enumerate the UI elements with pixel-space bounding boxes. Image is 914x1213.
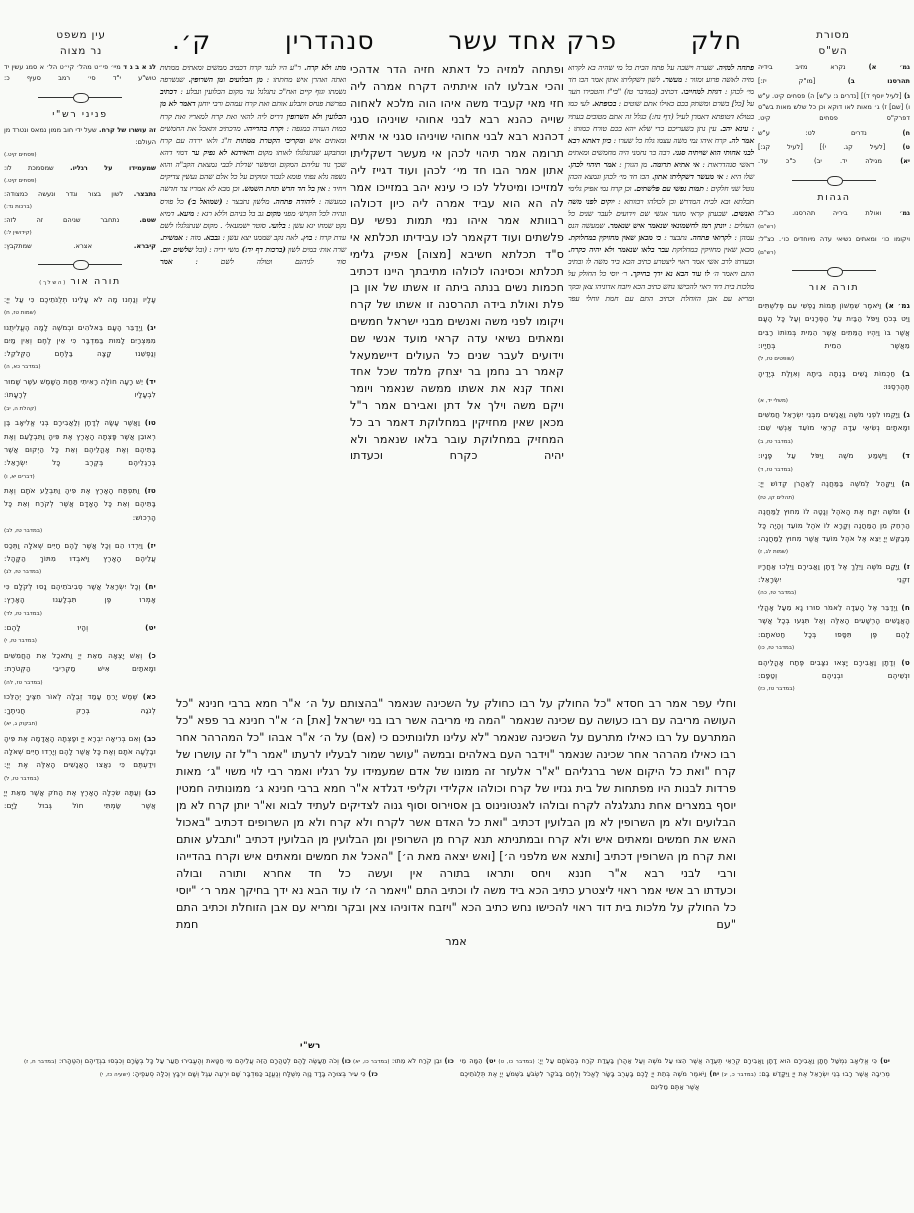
margin-note bbox=[758, 408, 910, 435]
tosafot-gloss: מזה : bbox=[182, 232, 201, 242]
tosafot-lemma: וקרח בהדייהו. bbox=[240, 123, 284, 133]
margin-note-text: וַיְדַבֵּר הָעָם בֵּאלֹהִים וּבְמֹשֶׁה לָמָה הֶעֱלִיתֻנוּ מִמִּצְרַיִם לָמוּת בַּמִּדְבָּר כִּי אֵין לֶחֶם וְאֵין מַיִם וְנַפְשֵׁנוּ קָצָה בַּלֶּחֶם הַקְּלֹקֵל: bbox=[4, 322, 156, 359]
rashi-lemma: תמות נפשי עם פלשתים. bbox=[631, 184, 704, 194]
tosafot-gloss: מלשון נתבצר : bbox=[222, 196, 270, 206]
footnote-marker: כז) bbox=[365, 1069, 379, 1078]
masoret-hashas-heading-line2: הש"ס bbox=[818, 44, 848, 57]
margin-note-ref: (פסחים קיט.) bbox=[4, 152, 37, 159]
torah-or-continued-title: תורה אור (השלך) bbox=[39, 275, 121, 287]
margin-note-ref: (קידושין ל:) bbox=[4, 229, 32, 236]
margin-note-key: לג א ב ג ד bbox=[120, 63, 157, 71]
margin-note-key: יט) bbox=[88, 623, 156, 633]
margin-note-ref: (במדבר טז, ד) bbox=[758, 466, 793, 473]
margin-note-key: ז) bbox=[899, 561, 910, 571]
rashi-gloss: הבו חד מי׳ לכהן ונמצא הכהן נוטל שני חלקים : bbox=[568, 172, 754, 194]
margin-note-key: כ) bbox=[142, 651, 156, 661]
tractate-name: סנהדרין bbox=[284, 26, 375, 55]
tosafot-lemma: אמר bbox=[160, 257, 173, 267]
hagahot-habach-title: הגהות bbox=[817, 191, 851, 203]
margin-note-key: נתבצר. bbox=[123, 189, 157, 198]
margin-note bbox=[4, 62, 156, 85]
margin-note-key: גמ׳ bbox=[881, 209, 910, 218]
masoret-hashas-heading bbox=[758, 28, 908, 60]
margin-note-text: וְכָל יִשְׂרָאֵל אֲשֶׁר סְבִיבֹתֵיהֶם נָסוּ לְקֹלָם כִּי אָמְרוּ פֶּן תִּבְלָעֵנוּ הָאָרֶץ: bbox=[4, 581, 156, 605]
margin-note bbox=[758, 477, 910, 490]
rashi-gloss: שערה וישבה על פתח הבית כל מי שהיה בא לקרוא מזיה לאשה פרוע ומזור : bbox=[568, 63, 754, 85]
margin-note bbox=[758, 560, 910, 587]
margin-note-text: [לעיל קג. י)] [לעיל קג:] bbox=[758, 142, 886, 151]
margin-note-text: יֵשׁ רָעָה חוֹלָה רָאִיתִי תַּחַת הַשָּׁמֶשׁ עֹשֶׁר שָׁמוּר לִבְעָלָיו לְרָעָתוֹ: bbox=[4, 377, 156, 400]
rashi-lemma: יונתן רמז לחשמונאי שנאמר איש שנאמר. bbox=[604, 220, 727, 230]
margin-note-text: אצרא. שמתקבץ: bbox=[4, 241, 92, 250]
right-margin-column bbox=[758, 62, 910, 697]
margin-note-ref: (במדבר כא, ה) bbox=[4, 364, 41, 371]
margin-note-text: וְאִם בְּרִיאָה יִבְרָא יְיָ וּפָצְתָה הָאֲדָמָה אֶת פִּיהָ וּבָלְעָה אֹתָם וְאֶת כָּל אֲשֶׁר לָהֶם וְיָרְדוּ חַיִּים שְׁאֹלָה וִידַעְתֶּם כִּי נִאֲצוּ הָאֲנָשִׁים הָאֵלֶּה אֶת יְיָ: bbox=[4, 733, 156, 770]
section-divider bbox=[792, 265, 876, 275]
margin-note bbox=[758, 76, 910, 87]
margin-note-key: גמ׳ א) bbox=[845, 63, 910, 71]
tosafot-gloss: וכן מבא לא אמריו צד חדשה כמעשה : bbox=[160, 184, 347, 206]
margin-note-text: [לעיל יוסף ד)] [נדרים נ: ע"ש] ה) פסחים קיט. ע"ש ו) [שם] ז) ג׳ מאות לאו דוקא וכן כל שלש מאות בש"ס דפרק"ס פסחים קיט. bbox=[758, 91, 910, 123]
gemara-paragraph-wide: וחלי עפר אמר רב חסדא "כל החולק על רבו כחולק על השכינה שנאמר "בהצותם על ה׳ א"ר חמא ברבי חנינא "כל העושה מריבה עם רבו כעושה עם שכינה שנאמר "המה מי מריבה אשר רבו בני ישראל [את] ה׳ א"ר חנינא בר פפא "כל המתרעם על רבו כאילו מתרעם על השכינה שנאמר "לא עלינו תלונותיכם כי (אם) על ה׳ א"ר אבהו "כל המהרהר אחר רבו כאילו מהרהר אחר שכינה שנאמר "וידבר העם באלהים ובמשה "עושר שמור לבעליו לרעתו "אמר ר"ל זה עושרו של קרח "ואת כל היקום אשר ברגליהם "א"ר אלעזר זה ממונו של אדם שמעמידו על רגליו ואמר רבי לוי משוי "ג׳ מאות פרדות לבנות היו מפתחות של בית גנזיו של קרח וכולהו אקלידי וקליפי דגלדא א"ר חמא ברבי חנינא ג׳ ממונותיה חמטין יוסף במצרים אחת נתגלגלה לקרח ובולהו לאנטונינוס בן אסוירוס וסוף גנוה לצדיקים לעתיד לבוא וא"ר יותן קרח לא מן הבלועים ולא מן השרופין לא מן הבלועין דכתיב "ואת כל האדם אשר לקרח ולא קרח ולא מן השרופים דכתיב "באכול האש את חמשים ומאתים איש ולא קרח ובמתניתא תנא קרח מן השרופין ומן הבלועין מן הבלועין דכתיב "ותבלע אותם ואת קרח מן השרופין דכתיב [ותצא אש מלפני ה׳] [ואש יצאה מאת ה׳] "האכל את חמשים ומאתים איש וקרח בהדייהו ורבי לבני רבא א"ר חננא ויחס ותראו בתורה אין ועשה כל חד אחרא ותורה ובולה bbox=[176, 697, 736, 881]
ein-mishpat-heading-line2: נר מצוה bbox=[59, 44, 103, 57]
tosafot-gloss: דריס ליה להאי ואת קרח למאריו ואת קרח כמות העדה במגפה : bbox=[160, 111, 346, 133]
footer-left-notes bbox=[24, 1055, 454, 1081]
margin-note bbox=[4, 690, 156, 717]
margin-note-text: וְדָתָן וַאֲבִירָם יָצְאוּ נִצָּבִים פֶּתַח אָהֳלֵיהֶם וּנְשֵׁיהֶם וּבְנֵיהֶם וְטַפָּם: bbox=[758, 657, 910, 680]
margin-note-key: כג) bbox=[140, 788, 156, 798]
margin-note-key: גמ׳ א) bbox=[881, 301, 911, 311]
margin-note-key: יז) bbox=[143, 540, 156, 550]
rashi-gloss: וכעדתו לרב אשי אמר ראוי ליצטרע כתיב הכא ביד משה לו ובתיב התם ויאמר ה׳ bbox=[568, 257, 754, 279]
tosafot-gloss: משי ידיה : (ובל bbox=[193, 245, 239, 255]
footnote-ref: (ישעיה כז, י) bbox=[99, 1071, 131, 1078]
rashi-lemma: לקרואי פתחה. bbox=[686, 232, 732, 242]
footnote-ref: (במדבר כ, יג) bbox=[719, 1071, 757, 1078]
margin-note bbox=[4, 649, 156, 676]
tosafot-gloss: ר"ע היו לנגד קרח דכמיב ממשים ומאתים ממתות ואתה ואהרן איש מחתתו : bbox=[160, 63, 346, 85]
margin-note-key: יח) bbox=[140, 581, 156, 591]
margin-note-key: ו) bbox=[900, 507, 911, 517]
margin-note bbox=[4, 539, 156, 566]
margin-note bbox=[758, 656, 910, 683]
rashi-footnote-label: רש"י bbox=[300, 1041, 321, 1051]
margin-note bbox=[4, 215, 156, 226]
tosafot-gloss: גב בל בניהם וללא רגא : bbox=[194, 208, 264, 218]
rashi-gloss: שבעתן קראי מועד אנשי שם וידועים לעבר שנים כל העולים : bbox=[568, 208, 755, 230]
margin-note bbox=[758, 234, 910, 245]
margin-note-ref: (דברים יא, ו) bbox=[4, 473, 35, 480]
rashi-gloss: ר׳ יוסי כל החולק על מלכות בית דוד ראוי להכישו נחש כתיב הכא ויזבח אדוניהו צאן ובקר ומריא עם אבן הזוחלת וכתיב התם עם חמת זוחלי עפר bbox=[568, 269, 754, 303]
margin-note-ref: (במדבר טז, לב) bbox=[4, 528, 43, 535]
margin-note-text: וּמֹשֶׁה יִקַּח אֶת הָאֹהֶל וְנָטָה לוֹ מִחוּץ לַמַּחֲנֶה הַרְחֵק מִן הַמַּחֲנֶה וְקָרָא לוֹ אֹהֶל מוֹעֵד וְהָיָה כָּל מְבַקֵּשׁ יְיָ יֵצֵא אֶל אֹהֶל מוֹעֵד אֲשֶׁר מִחוּץ לַמַּחֲנֶה: bbox=[758, 507, 910, 543]
margin-note-ref: (במדבר טז, כה) bbox=[758, 590, 797, 597]
margin-note-text: עָלָיו וְנַחְנוּ מָה לֹא עָלֵינוּ תְלֻנֹּתֵיכֶם כִּי עַל יְיָ׃ bbox=[4, 294, 156, 304]
margin-note bbox=[758, 156, 910, 167]
rashi-gloss: דאמרן לעיל (דף נח:) כגלל זה אתם מטובים בעתיו : bbox=[568, 111, 754, 133]
footnote-marker: כו) bbox=[339, 1057, 352, 1065]
margin-note-ref: (במדבר טז, ב) bbox=[758, 438, 793, 445]
margin-note-ref: (חבקוק ג, יא) bbox=[4, 720, 38, 727]
margin-note-text: נדרים לט: ע"ש bbox=[758, 128, 867, 137]
margin-note-key: תהרסנו ב) bbox=[815, 77, 910, 86]
tosafot-lemma: גבבא. bbox=[200, 232, 220, 242]
rashi-lemma: אי מעשר דשקליתו אתון. bbox=[649, 172, 724, 182]
torah-or-footnotes-right-text bbox=[460, 1055, 890, 1094]
section-divider bbox=[38, 259, 122, 269]
margin-note-ref: (שמות לג, ז) bbox=[758, 549, 789, 556]
margin-note bbox=[4, 786, 156, 813]
margin-note-key: יא) bbox=[881, 157, 910, 166]
gemara-paragraph: ויקומו לפני משה ואנשים מבני ישראל חמשים ומאתים נשיאי עדה קראי מועד אנשי שם וידועים לעבר שנים כל העולים דיישמעאל קאמר רב נחמן בר יצחק מלמד שכל אחד ואחד קנא את אשתו ממשה שנאמר ויומר ויקם משה וילך אל דתן ואבירם אמר ר"ל מכאן שאין מחזיקין במחלוקת דאמר רב כל המחזיק במחלוקת עובר בלאו שנאמר ולא יהיה כקרח וכעדתו bbox=[350, 314, 564, 463]
chapter-number: פרק אחד עשר bbox=[448, 26, 617, 55]
rashi-lemma: עבר בלאו שנאמר ולא יהיה כקרח. bbox=[568, 245, 669, 255]
margin-note-text: נקרא מזיב בידיה bbox=[758, 63, 846, 71]
margin-note-ref: (במדבר טז, לד) bbox=[4, 610, 42, 617]
margin-note bbox=[4, 580, 156, 607]
rashi-lemma: פתחה למזיה. bbox=[713, 63, 754, 72]
margin-note bbox=[4, 163, 156, 174]
margin-note bbox=[4, 125, 156, 148]
ein-mishpat-heading-line1: עין משפט bbox=[56, 29, 106, 41]
footnote-marker: יט) bbox=[482, 1057, 496, 1065]
tosafot-lemma: מן הבלועים ומן השרופין. bbox=[184, 75, 263, 85]
ein-mishpat-heading bbox=[6, 28, 156, 60]
rashi-lemma: דגיזת למחייבו. bbox=[677, 87, 722, 97]
margin-note-key: טז) bbox=[139, 486, 156, 496]
gemara-final-word: אמר bbox=[445, 935, 467, 949]
margin-note-ref: (ברכות נד:) bbox=[4, 203, 32, 210]
margin-note-key: שטם. bbox=[119, 215, 156, 224]
margin-note-key: ג) bbox=[900, 410, 910, 420]
tosafot-gloss: כל פורס ונהיה לכל הקדש׳ מפני bbox=[160, 196, 346, 218]
rashi-gloss: רבה בר נחמני היה מחמשים ומאתים ראשי סנהדראות : bbox=[568, 147, 755, 170]
footer-right-notes bbox=[460, 1055, 890, 1094]
margin-note-ref: (שופטים טז, ל) bbox=[758, 356, 795, 363]
margin-note-text: שֶׁמֶשׁ יָרֵחַ עָמַד זְבֻלָה לְאוֹר חִצֶּיךָ יְהַלֵּכוּ לְנֹגַהּ בְּרַק חֲנִיתֶךָ: bbox=[4, 692, 156, 715]
tosafot-lemma: ומקריבי הקטרת ממתות bbox=[231, 135, 306, 145]
rashi-lemma: אמר תיהוי לכהן. bbox=[568, 160, 617, 170]
margin-note bbox=[758, 208, 910, 219]
margin-note bbox=[4, 321, 156, 361]
tosafot-lemma: ליהודה פתחה. bbox=[269, 196, 316, 206]
tosafot-lemma: שלשים יום. bbox=[160, 245, 194, 255]
rashi-gloss: שלו היא : bbox=[723, 172, 754, 182]
gemara-paragraph: דכהנא רבא לבני אחוהי שויניהו סגני אי אתיא תרומה אמר תיהוי לכהן אי מעשר דשקליתו אתון אמר הבו חד מי׳ לכהן ועוד דגייז ליה למזייכו ומיטלל לכו כי עינא יהב במזייכו אמר לה הא הוא עביד אמרה ליה כיון דכולהו רבוותא אמר איהו נמי תמות נפשי עם פלשתים ועוד דקאמר לכו עבידיתו תכלתא אי ס"ד תכלתא חשיבא [מצוה] אפיק גלימי תכלתא וכסינהו לכולהו מתיבתך היינו דכתיב חכמות נשים בנתה ביתה זו אשתו של און בן פלת ואולת בידה תהרסנה זו אשתו של קרח bbox=[350, 130, 564, 312]
margin-note bbox=[758, 449, 910, 462]
pninei-rashi-title: פניני רש"י bbox=[52, 108, 108, 120]
margin-note-text: חַכְמוֹת נָשִׁים בָּנְתָה בֵיתָהּ וְאִוֶּלֶת בְּיָדֶיהָ תֶהֶרְסֶנּוּ: bbox=[758, 368, 910, 392]
gemara-paragraph: ופתחה למזיה כל דאתא חזיה הדר אדהכי והכי אבלעו להו איתתיה דקרח אמרה ליה חזי מאי קעביד משה איהו הוה מלכא לאחוה שוייה כהנא רבא לבני אחוהי שויניהו סגני bbox=[350, 63, 564, 127]
margin-note bbox=[758, 91, 910, 125]
rashi-gloss: מכאן שאין מחזיקין במחלוקת bbox=[668, 245, 754, 255]
rashi-gloss: שמעשה הנס עמהן : bbox=[568, 220, 754, 242]
margin-note bbox=[758, 62, 910, 73]
margin-note-text: וַיֹּאמֶר שִׁמְשׁוֹן תָּמוֹת נַפְשִׁי עִם פְּלִשְׁתִּים וַיֵּט בְּכֹחַ וַיִּפֹּל הַבַּיִת עַל הַסְּרָנִים וְעַל כָּל הָעָם אֲשֶׁר בּוֹ וַיִּהְיוּ הַמֵּתִים אֲשֶׁר הֵמִית בְּמוֹתוֹ רַבִּים מֵאֲשֶׁר הֵמִית בְּחַיָּיו: bbox=[758, 301, 910, 350]
margin-note bbox=[4, 293, 156, 306]
rashi-lemma: כי מכאן שאין מחזיקין במחלוקת. bbox=[568, 232, 662, 242]
margin-note-text: ויקומו כו׳ ומאתים נשיאי עדה מיוחדים כו׳. כצ"ל: bbox=[758, 235, 910, 244]
left-margin-column bbox=[4, 62, 156, 816]
tosafot-gloss: שנשרפה נשמתו וגוף קיים ואח"כ נתגלגל עד מקום הבלועין ונבלע : bbox=[160, 75, 346, 97]
margin-note-key: זה עושרו של קרח. bbox=[96, 126, 156, 135]
rashi-lemma: יוקים לפני משה ואנשים. bbox=[568, 196, 754, 218]
margin-note-ref: (במדבר טז, כז) bbox=[758, 686, 795, 693]
margin-note bbox=[4, 732, 156, 772]
tosafot-gloss: דמיא נקט שמחו יגא עשן : bbox=[160, 208, 346, 230]
margin-note-text: [מו"ק יז:] bbox=[758, 77, 816, 86]
tosafot-gloss: דמוי דהא שכך גוד עליהם המקום ומיפשר שדלת לבבי נמצאת הקב"ה והוא נשפה גלא נפתי פומא לנכוד ומוקים על כל אלם שהם נעשין צדיקים ויחיד : bbox=[160, 147, 346, 194]
margin-note-text: שמסמכת לו: bbox=[4, 163, 54, 172]
margin-note-key: ט) bbox=[885, 142, 910, 151]
margin-note-key: ד) bbox=[887, 451, 910, 461]
rashi-gloss: דכתיב (במדבר טז) "בי"ז והטבירו תער על [כל] בשרם ומשתק בכם כאילו אתם שוטים : bbox=[568, 87, 755, 109]
tosafot-gloss: שרה אות׳ במים לשון bbox=[285, 245, 347, 255]
margin-note-ref: (במדבר טז, לה) bbox=[4, 679, 43, 686]
margin-note-text: מיי׳ פי״ט מהל׳ קי״ט הל׳ א סמג עשין יד טוש"ע י"ד סי׳ רמב סעיף כ: bbox=[4, 63, 156, 83]
margin-note-key: ה) bbox=[894, 479, 911, 489]
margin-note-text: נתחבר שניהם זה לזה: bbox=[4, 215, 120, 224]
margin-note-key: קיברא. bbox=[92, 241, 156, 250]
tosafot-gloss: בפרשת פנחס ותבלע אותם ואת קרח עמהם ורבי יוחנן bbox=[195, 99, 346, 109]
margin-note-key: שמעמידו על רגליו. bbox=[53, 163, 156, 172]
rashi-column bbox=[568, 62, 754, 305]
footnote-ref: (במדבר כו, יא) bbox=[351, 1059, 390, 1065]
margin-note-key: יג) bbox=[142, 322, 156, 332]
tosafot-lemma: בלועי. bbox=[265, 220, 286, 230]
margin-note bbox=[4, 241, 156, 252]
torah-or-continued-title-suffix: (השלך) bbox=[39, 279, 71, 286]
margin-note-key: ט) bbox=[895, 657, 910, 667]
margin-note-ref: (רש"ם) bbox=[758, 223, 776, 230]
margin-note-key: כב) bbox=[140, 733, 156, 743]
section-divider bbox=[792, 175, 876, 185]
margin-note-text: וַיָּקֻמוּ לִפְנֵי מֹשֶׁה וַאֲנָשִׁים מִבְּנֵי יִשְׂרָאֵל חֲמִשִּׁים וּמָאתָיִם נְשִׂיאֵי עֵדָה קְרִאֵי מוֹעֵד אַנְשֵׁי שֵׁם: bbox=[758, 410, 910, 433]
footer-notes bbox=[0, 1041, 914, 1145]
footnote-text: וּבֵן קֹרַח לֹא מֵתוּ: bbox=[389, 1057, 442, 1065]
tosafot-lemma: מיעא. bbox=[174, 208, 195, 218]
margin-note bbox=[4, 189, 156, 200]
tosafot-lemma: אמשית. bbox=[160, 232, 183, 242]
margin-note-text: וְעַתָּה שִׂכְלָה הָאָרֶץ אֶת הַחֹק אֲשֶׁר מֵאֵת יְיָ אֲשֶׁר שַׂמְתִּי חוֹל גְּבוּל לַיָּם: bbox=[4, 788, 156, 811]
tosafot-lemma: דכתיב bbox=[160, 87, 177, 97]
margin-note-text: וַאֲשֶׁר עָשָׂה לְדָתָן וְלַאֲבִירָם בְּנֵי אֱלִיאָב בֶּן רְאוּבֵן אֲשֶׁר פָּצְתָה הָאָרֶץ אֶת פִּיהָ וַתִּבְלָעֵם וְאֶת בָּתֵּיהֶם וְאֶת אָהֳלֵיהֶם וְאֵת כָּל הַיְקוּם אֲשֶׁר בְּרַגְלֵיהֶם בְּקֶרֶב כָּל יִשְׂרָאֵל: bbox=[4, 418, 156, 468]
margin-note-ref: (במדבר טז, לג) bbox=[4, 569, 42, 576]
tosafot-lemma: מת: ולא קרח. bbox=[300, 63, 346, 72]
footnote-text: הֵמָּה מֵי מְרִיבָה אֲשֶׁר רָבוּ בְנֵי יִשְׂרָאֵל אֶת יְיָ וַיִּקָּדֵשׁ בָּם: bbox=[460, 1057, 890, 1078]
margin-note-text: וַיֵּרְדוּ הֵם וְכָל אֲשֶׁר לָהֶם חַיִּים שְׁאֹלָה וַתְּכַס עֲלֵיהֶם הָאָרֶץ וַיֹּאבְדוּ מִתּוֹךְ הַקָּהָל: bbox=[4, 540, 156, 564]
rashi-gloss: קרח איהו נמי משה עצמו גלח כל שערו : bbox=[611, 135, 727, 145]
gemara-column-narrow bbox=[350, 62, 564, 465]
footnote-text: כִּי עִיר בְּצוּרָה בָּדָד נָוֶה מְשֻׁלָּח וְנֶעֱזָב כַּמִּדְבָּר שָׁם יִרְעֶה עֵגֶל וְשָׁם יִרְבָּץ וְכִלָּה סְעִפֶיהָ: bbox=[130, 1069, 366, 1078]
footnote-marker: יח) bbox=[706, 1069, 720, 1078]
footnote-ref: (במדבר ח, ז) bbox=[24, 1059, 57, 1065]
gemara-column-wide bbox=[176, 695, 736, 950]
rashi-footnotes-left-text bbox=[24, 1055, 454, 1081]
margin-note bbox=[4, 375, 156, 402]
page-header bbox=[0, 26, 914, 62]
margin-note bbox=[4, 416, 156, 469]
tosafot-text bbox=[160, 62, 346, 268]
chapter-name: חלק bbox=[690, 26, 742, 55]
margin-note-text: שעל ידי חוב ממון נמאס ונטרד מן העולם: bbox=[4, 126, 156, 146]
daf-number: ק׳. bbox=[172, 26, 212, 55]
tosafot-lemma: דאמר לא מן הבלועין ולא השרופין bbox=[160, 99, 346, 121]
tosafot-lemma: (שמואל ב׳) bbox=[183, 196, 223, 206]
margin-note-text: וַתִּפְתַּח הָאָרֶץ אֶת פִּיהָ וַתִּבְלַע אֹתָם וְאֶת בָּתֵּיהֶם וְאֵת כָּל הָאָדָם אֲשֶׁר לְקֹרַח וְאֵת כָּל הָרְכוּשׁ: bbox=[4, 486, 156, 522]
margin-note-key: ב) bbox=[895, 368, 910, 378]
margin-note-ref: (תהלים קו, טז) bbox=[758, 494, 795, 501]
torah-or-title: תורה אור bbox=[808, 282, 860, 294]
margin-note-key: ג) bbox=[901, 91, 910, 100]
tosafot-lemma: אין בל חד חדש תחת השמש. bbox=[239, 184, 326, 194]
rashi-gloss: לשון דשקליתו אתון אמר הבו חד מי׳ לכהן : bbox=[568, 75, 754, 97]
tosafot-lemma: מקום bbox=[263, 208, 281, 218]
rashi-gloss: וכן קרח נמי אפיק גלימי תכלתא ובא לבית המדרש וכן לכולהו רבוותא : bbox=[568, 184, 754, 206]
margin-note bbox=[4, 621, 156, 634]
rashi-lemma: לו עוד הבא נא ידך בחיקך. bbox=[627, 269, 710, 279]
tosafot-gloss: מדכתיב ותאכל את החמשים ומאתים איש bbox=[160, 123, 346, 145]
footnote-text: כִּי אֱלִיאָב נִמְשַׁל חָתָן וַאֲבִירָם הוּא דָתָן וַאֲבִירָם קְרֻאֵי תְעֻדָה אֲשֶׁר הֵצוּ עַל מֹשֶׁה וְעַל אַהֲרֹן בַּעֲדַת קֹרַח בְּהַצֹּתָם עַל יְיָ׃ bbox=[534, 1057, 877, 1065]
tosafot-gloss: לאה נקב שממנו יצא עשן : bbox=[219, 232, 298, 242]
rashi-text bbox=[568, 62, 754, 305]
margin-note-ref: (במדבר טז, כו) bbox=[758, 644, 795, 651]
margin-note-key: יד) bbox=[143, 377, 156, 387]
tosafot-gloss: סוד לגיהנם וטולה לשם : bbox=[172, 257, 346, 267]
margin-note-ref: (משלי יד, א) bbox=[758, 397, 788, 404]
rashi-gloss: נתבצר : bbox=[661, 232, 687, 242]
rashi-lemma: עינא יהב. bbox=[716, 123, 749, 133]
margin-note-ref: (פסחים קיט.) bbox=[4, 178, 37, 185]
margin-note-text: וַיִּשְׁמַע מֹשֶׁה וַיִּפֹּל עַל פָּנָיו: bbox=[758, 451, 888, 461]
footnote-marker: כו) bbox=[441, 1057, 454, 1065]
margin-note-text: וַיָּקָם מֹשֶׁה וַיֵּלֶךְ אֶל דָּתָן וַאֲבִירָם וַיֵּלְכוּ אַחֲרָיו זִקְנֵי יִשְׂרָאֵל: bbox=[758, 561, 910, 585]
footnote-text: וְכֹה תַעֲשֶׂה לָהֶם לְטַהֲרָם הַזֵּה עֲלֵיהֶם מֵי חַטָּאת וְהֶעֱבִירוּ תַעַר עַל כָּל בְּשָׂרָם וְכִבְּסוּ בִגְדֵיהֶם וְהִטֶּהָרוּ: bbox=[56, 1057, 340, 1065]
margin-note-text: וְהָיוּ לָהֶם: bbox=[4, 623, 89, 633]
footnote-text: וַיֹּאמֶר מֹשֶׁה בְּתֵת יְיָ לָכֶם בָּעֶרֶב בָּשָׂר לֶאֱכֹל וְלֶחֶם בַּבֹּקֶר לִשְׂבֹּעַ בִּשְׁמֹעַ יְיָ אֶת תְּלֻנֹּתֵיכֶם אֲשֶׁר אַתֶּם מַלִּינִם bbox=[460, 1069, 707, 1091]
running-head bbox=[172, 26, 742, 55]
rashi-gloss: מן הגורן : bbox=[616, 160, 648, 170]
margin-note-text: ואולת ביריה תהרסנו. כצ"ל: bbox=[758, 209, 882, 218]
rashi-lemma: בכופתא. bbox=[589, 99, 617, 109]
rashi-lemma: כיון דאתא רבא לבני אחותי הוא שויתיה סגני. bbox=[568, 135, 754, 157]
masoret-hashas-heading-line1: מסורת bbox=[816, 29, 850, 41]
rashi-lemma: מעשר. bbox=[659, 75, 683, 85]
tosafot-lemma: והאידנא לא נפיק ער bbox=[187, 147, 255, 157]
margin-note-text: וַיְדַבֵּר אֶל הָעֵדָה לֵאמֹר סוּרוּ נָא מֵעַל אָהֳלֵי הָאֲנָשִׁים הָרְשָׁעִים הָאֵלֶּה וְאַל תִּגְּעוּ בְּכָל אֲשֶׁר לָהֶם פֶּן תִּסָּפוּ בְּכָל חַטֹּאתָם: bbox=[758, 602, 910, 639]
footnote-ref: (במדבר כו, ט) bbox=[495, 1059, 535, 1065]
margin-note-text: לשון בצור וגדר ונעשה כמצודה: bbox=[4, 189, 124, 198]
gemara-paragraph-wide: וכעדתו רב אשי אמר ראוי ליצטרע כתיב הכא ביד משה לו וכתיב התם "ויאמר ה׳ לו עוד הבא נא ידך בחיקך אמר ר׳ "יוסי כל החולק על מלכות בית דוד ראוי להכישו נחש כתיב הכא "ויזבח אדוניהו צאן ובקר ומריא עם אבן הזוחלת וכתיב התם "עם חמת bbox=[176, 884, 736, 932]
rashi-lemma: אי אתיא תרומה. bbox=[647, 160, 700, 170]
margin-note bbox=[758, 128, 910, 139]
margin-note-key: טו) bbox=[140, 418, 157, 428]
margin-note-ref: (במדבר טז, י) bbox=[4, 638, 37, 645]
tosafot-column bbox=[160, 62, 346, 268]
margin-note bbox=[758, 299, 910, 352]
margin-note-key: ח) bbox=[866, 128, 910, 137]
margin-note-text: וַיִּקָּהֵל לְמֹשֶׁה בַּמַּחֲנֶה לְאַהֲרֹן קְדוֹשׁ יְיָ׃ bbox=[758, 479, 895, 489]
margin-note-text: מגילה יד. יב) כ"כ עד. bbox=[758, 157, 882, 166]
rashi-gloss: עין נתן בשעריכם כדי שלא יהא בכם טורח כמותו : bbox=[568, 123, 717, 133]
margin-note-ref: (שמות טז, ח) bbox=[4, 309, 36, 316]
margin-note-key: כא) bbox=[137, 692, 156, 702]
rashi-lemma: אמר לה. bbox=[726, 135, 755, 145]
margin-note bbox=[758, 601, 910, 641]
margin-note bbox=[758, 367, 910, 394]
section-divider bbox=[38, 92, 122, 102]
margin-note bbox=[758, 142, 910, 153]
margin-note-ref: (רש"ם) bbox=[758, 249, 776, 256]
tosafot-lemma: בוץ. bbox=[297, 232, 313, 242]
margin-note-key: ח) bbox=[897, 602, 910, 612]
margin-note bbox=[758, 505, 910, 545]
margin-note-ref: (קהלת ה, יב) bbox=[4, 405, 37, 412]
tosafot-gloss: ח"נ ולאו ירדה עם קרח ומתבקע שנתגלגלו לאותו מקום bbox=[160, 135, 346, 157]
margin-note-ref: (במדבר טז, ל) bbox=[4, 775, 39, 782]
tosafot-lemma: (ברכות דף יד:) bbox=[238, 245, 286, 255]
tosafot-gloss: סוטר ישמעאל׳ . מקום שנתגלגלו לשם עדת קרח : bbox=[160, 220, 346, 242]
margin-note bbox=[4, 484, 156, 524]
footnote-marker: יט) bbox=[876, 1057, 890, 1065]
margin-note-text: וְאֵשׁ יָצְאָה מֵאֵת יְיָ וַתֹּאכַל אֵת הַחֲמִשִּׁים וּמָאתַיִם אִישׁ מַקְרִיבֵי הַקְּטֹרֶת: bbox=[4, 651, 156, 674]
rashi-gloss: לעי כמו בטולא דטופתא bbox=[568, 99, 754, 121]
